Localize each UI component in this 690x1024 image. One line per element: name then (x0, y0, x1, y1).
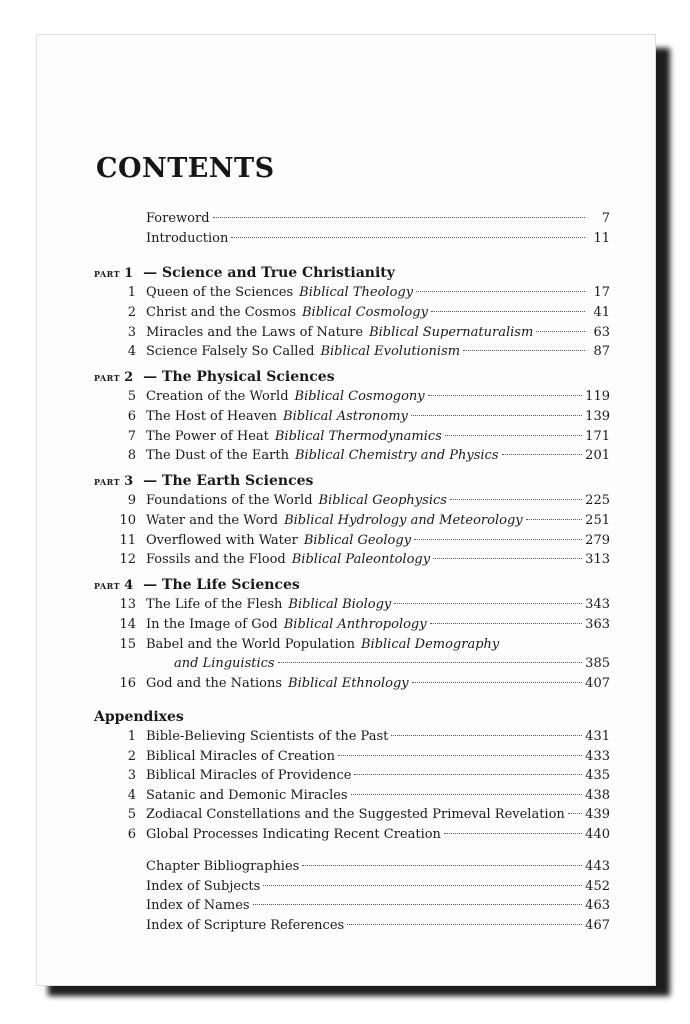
chapter-title: The Power of Heat (146, 428, 269, 444)
entry-number: 3 (127, 324, 136, 340)
front-matter-entry[interactable] (94, 209, 610, 229)
entry-page: 438 (585, 787, 610, 803)
entry-page: 435 (585, 768, 610, 784)
appendix-entry[interactable] (94, 786, 610, 806)
chapter-title: Babel and the World Population (146, 636, 355, 652)
entry-number: 15 (119, 636, 136, 652)
entry-number: 11 (119, 532, 136, 548)
chapter-entry[interactable] (94, 323, 610, 343)
entry-title: Chapter Bibliographies (146, 859, 300, 874)
leader-dots (347, 924, 582, 925)
back-matter-entry[interactable] (94, 916, 610, 936)
appendix-entry[interactable] (94, 825, 610, 845)
chapter-entry[interactable] (94, 491, 610, 511)
book-page (36, 34, 656, 986)
appendix-entry[interactable] (94, 727, 610, 747)
table-of-contents (37, 35, 657, 987)
chapter-entry[interactable] (94, 342, 610, 362)
chapter-entry[interactable] (94, 531, 610, 551)
leader-dots (302, 865, 582, 866)
entry-title: Introduction (146, 231, 229, 246)
appendixes-heading: Appendixes (94, 709, 184, 725)
entry-page: 225 (585, 493, 610, 508)
entry-number: 5 (127, 807, 136, 823)
leader-dots (253, 904, 583, 905)
entry-page: 433 (585, 748, 610, 764)
chapter-subtitle: Biblical Hydrology and Meteorology (284, 512, 523, 528)
chapter-subtitle: Biblical Geology (303, 532, 412, 548)
entry-page: 17 (593, 285, 610, 300)
chapter-title: Creation of the World (146, 389, 289, 404)
entry-number: 16 (119, 676, 136, 692)
leader-dots (433, 558, 582, 559)
chapter-entry[interactable] (94, 595, 610, 615)
part-title: — Science and True Christianity (143, 265, 395, 281)
appendix-entry[interactable] (94, 766, 610, 786)
entry-title: Index of Names (146, 898, 250, 914)
chapter-title: Fossils and the Flood (146, 552, 286, 568)
leader-dots (416, 291, 585, 292)
leader-dots (463, 350, 585, 351)
chapter-subtitle: Biblical Astronomy (283, 408, 408, 424)
leader-dots (445, 435, 582, 436)
part-number: 4 (124, 578, 134, 593)
entry-number: 3 (127, 768, 136, 784)
chapter-subtitle: Biblical Chemistry and Physics (294, 448, 499, 464)
entry-page: 313 (585, 552, 610, 568)
chapter-title: In the Image of God (146, 616, 278, 632)
entry-number: 14 (119, 616, 136, 632)
part-title: — The Earth Sciences (143, 473, 314, 489)
leader-dots (351, 794, 583, 795)
chapter-subtitle: Biblical Anthropology (283, 616, 427, 632)
leader-dots (444, 833, 582, 834)
leader-dots (231, 237, 585, 238)
entry-page: 41 (593, 304, 610, 320)
leader-dots (338, 755, 582, 756)
entry-page: 440 (585, 827, 610, 842)
entry-title: Index of Scripture References (146, 918, 345, 934)
chapter-entry[interactable] (94, 303, 610, 323)
chapter-subtitle: Biblical Theology (299, 285, 414, 300)
back-matter-entry[interactable] (94, 877, 610, 897)
entry-page: 439 (585, 807, 610, 823)
entry-page: 11 (593, 231, 610, 246)
part-title: — The Physical Sciences (143, 369, 335, 385)
entry-number: 8 (127, 448, 136, 464)
chapter-subtitle: Biblical Evolutionism (320, 344, 461, 360)
chapter-subtitle: Biblical Demography (360, 636, 500, 652)
entry-number: 4 (127, 344, 136, 360)
back-matter-entry[interactable] (94, 857, 610, 877)
chapter-subtitle: Biblical Paleontology (291, 552, 431, 568)
leader-dots (430, 623, 583, 624)
entry-number: 5 (127, 389, 136, 404)
leader-dots (431, 311, 585, 312)
chapter-title: Queen of the Sciences (146, 285, 294, 300)
chapter-title: Christ and the Cosmos (146, 304, 296, 320)
entry-page: 63 (593, 324, 610, 340)
chapter-entry-continued[interactable] (94, 654, 610, 674)
entry-number: 6 (127, 408, 136, 424)
appendix-title: Zodiacal Constellations and the Suggested Primeval Revelation (146, 807, 565, 823)
chapter-entry[interactable] (94, 283, 610, 303)
chapter-subtitle: Biblical Biology (288, 597, 392, 612)
chapter-subtitle: Biblical Cosmology (302, 304, 428, 320)
entry-title: Foreword (146, 211, 210, 226)
part-number: 1 (124, 266, 134, 281)
part-heading (94, 263, 610, 283)
entry-number: 12 (119, 552, 136, 568)
part-label: part (94, 475, 121, 488)
entry-page: 407 (585, 676, 610, 692)
chapter-subtitle: Biblical Cosmogony (294, 389, 425, 404)
chapter-subtitle: Biblical Supernaturalism (369, 324, 534, 340)
leader-dots (412, 682, 583, 683)
leader-dots (391, 735, 582, 736)
contents-title: CONTENTS (96, 153, 275, 184)
entry-number: 9 (127, 493, 136, 508)
leader-dots (526, 519, 583, 520)
part-heading (94, 575, 610, 595)
chapter-entry[interactable] (94, 446, 610, 466)
chapter-entry[interactable] (94, 550, 610, 570)
entry-number: 6 (127, 827, 136, 842)
entry-number: 7 (127, 428, 136, 444)
chapter-entry[interactable] (94, 427, 610, 447)
chapter-title: Foundations of the World (146, 493, 313, 508)
chapter-title: The Host of Heaven (146, 408, 278, 424)
entry-number: 10 (119, 512, 136, 528)
entry-number: 1 (127, 285, 136, 300)
chapter-subtitle: Biblical Ethnology (288, 676, 409, 692)
chapter-subtitle: Biblical Thermodynamics (274, 428, 442, 444)
entry-page: 7 (601, 211, 610, 226)
entry-page: 343 (585, 597, 610, 612)
chapter-subtitle-continued: and Linguistics (174, 656, 275, 672)
chapter-title: Overflowed with Water (146, 532, 298, 548)
chapter-title: Water and the Word (146, 512, 279, 528)
leader-dots (502, 454, 583, 455)
entry-page: 139 (585, 408, 610, 424)
chapter-entry[interactable] (94, 635, 610, 655)
chapter-entry[interactable] (94, 511, 610, 531)
leader-dots (568, 813, 582, 814)
leader-dots (394, 603, 582, 604)
chapter-title: Science Falsely So Called (146, 344, 315, 360)
part-heading (94, 471, 610, 491)
appendix-title: Satanic and Demonic Miracles (146, 787, 348, 803)
appendix-entry[interactable] (94, 805, 610, 825)
appendix-title: Biblical Miracles of Providence (146, 768, 352, 784)
entry-page: 467 (585, 918, 610, 934)
entry-page: 463 (585, 898, 610, 914)
entry-page: 87 (593, 344, 610, 360)
appendix-title: Global Processes Indicating Recent Creation (146, 827, 441, 842)
entry-number: 13 (119, 597, 136, 612)
entry-number: 1 (127, 729, 136, 744)
leader-dots (414, 539, 582, 540)
chapter-title: God and the Nations (146, 676, 283, 692)
chapter-entry[interactable] (94, 387, 610, 407)
leader-dots (278, 662, 583, 663)
front-matter-entry[interactable] (94, 229, 610, 249)
entry-number: 2 (127, 748, 136, 764)
part-number: 3 (124, 474, 134, 489)
part-title: — The Life Sciences (143, 577, 300, 593)
appendix-entry[interactable] (94, 747, 610, 767)
entry-page: 279 (585, 532, 610, 548)
chapter-title: The Dust of the Earth (146, 448, 289, 464)
leader-dots (428, 395, 583, 396)
leader-dots (411, 415, 582, 416)
part-label: part (94, 579, 121, 592)
entry-page: 385 (585, 656, 610, 672)
entry-title: Index of Subjects (146, 878, 261, 894)
part-number: 2 (124, 370, 134, 385)
entry-page: 431 (585, 729, 610, 744)
leader-dots (263, 885, 582, 886)
back-matter-entry[interactable] (94, 896, 610, 916)
entry-page: 119 (585, 389, 610, 404)
leader-dots (354, 774, 582, 775)
chapter-entry[interactable] (94, 615, 610, 635)
appendix-title: Bible-Believing Scientists of the Past (146, 729, 389, 744)
entry-page: 443 (585, 859, 610, 874)
leader-dots (450, 499, 582, 500)
part-label: part (94, 267, 121, 280)
entry-page: 171 (585, 428, 610, 444)
chapter-title: The Life of the Flesh (146, 597, 283, 612)
appendix-title: Biblical Miracles of Creation (146, 748, 335, 764)
entry-number: 2 (127, 304, 136, 320)
entry-page: 201 (585, 448, 610, 464)
part-heading (94, 367, 610, 387)
entry-page: 363 (585, 616, 610, 632)
entry-page: 452 (585, 878, 610, 894)
chapter-subtitle: Biblical Geophysics (318, 493, 447, 508)
entry-number: 4 (127, 787, 136, 803)
leader-dots (213, 217, 585, 218)
leader-dots (536, 331, 585, 332)
chapter-title: Miracles and the Laws of Nature (146, 324, 364, 340)
chapter-entry[interactable] (94, 674, 610, 694)
chapter-entry[interactable] (94, 407, 610, 427)
part-label: part (94, 371, 121, 384)
entry-page: 251 (585, 512, 610, 528)
